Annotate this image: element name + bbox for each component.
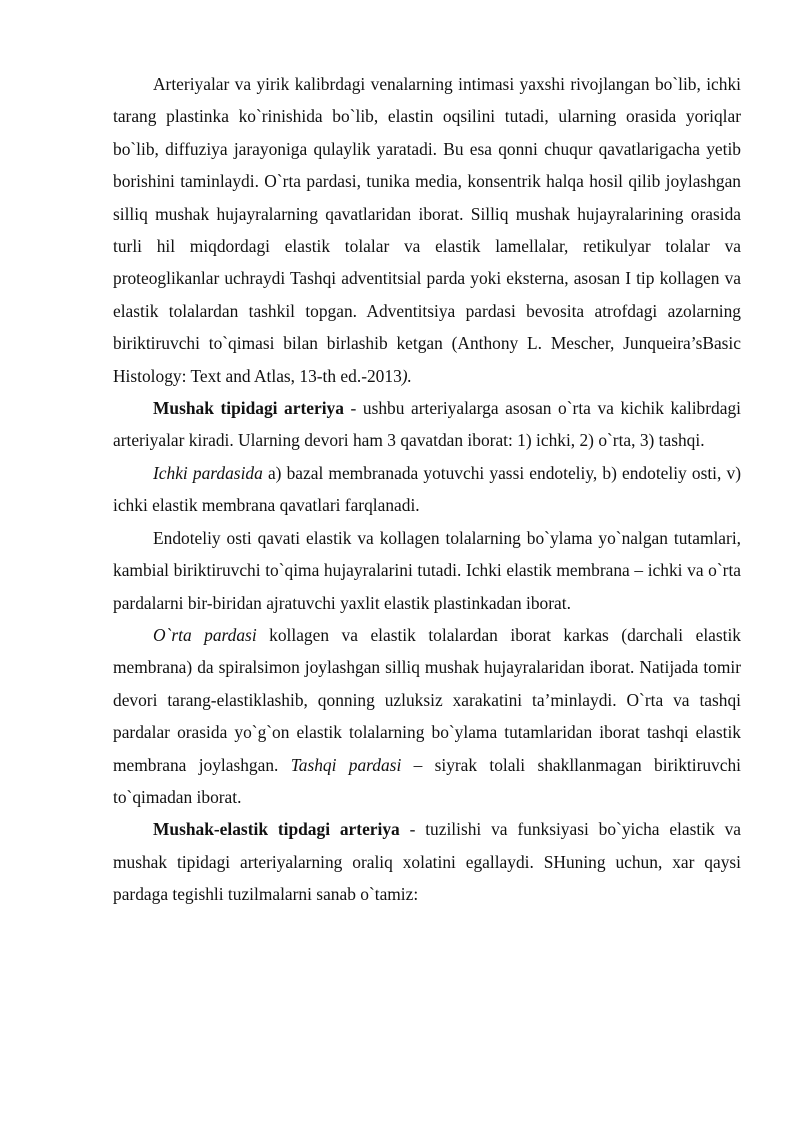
paragraph-middle-layer	[113, 619, 741, 813]
paragraph-subendothelial	[113, 522, 741, 619]
paragraph-text: - tuzilishi va funksiyasi bo`yicha elastik va mushak tipidagi arteriyalarning oraliq xolatini egallaydi. SHuning uchun, xar qaysi pardaga tegishli tuzilmalarni sanab o`tamiz:	[113, 819, 741, 905]
document-page	[113, 68, 741, 911]
paragraph-muscular-artery	[113, 392, 741, 457]
term-muscular-elastic-artery: Mushak-elastik tipdagi arteriya	[153, 819, 400, 840]
paragraph-text: - ushbu arteriyalarga asosan o`rta va kichik kalibrdagi arteriyalar kiradi. Ularning devori ham 3 qavatdan iborat: 1) ichki, 2) o`rta, 3) tashqi.	[113, 398, 741, 451]
paragraph-text: kollagen va elastik tolalardan iborat karkas (darchali elastik membrana) da spiralsimon joylashgan silliq mushak hujayralaridan iborat. Natijada tomir devori tarang-elastiklashib, qonning uzluksiz xarakatini ta’minlaydi. O`rta va tashqi pardalar orasida yo`g`on elastik tolalarning bo`ylama tutamlaridan iborat tashqi elastik membrana joylashgan.	[113, 624, 741, 775]
paragraph-text: Endoteliy osti qavati elastik va kollagen tolalarning bo`ylama yo`nalgan tutamlari, kambial biriktiruvchi to`qima hujayralarini tutadi. Ichki elastik membrana – ichki va o`rta pardalarni bir-biridan ajratuvchi yaxlit elastik plastinkadan iborat.	[113, 527, 741, 613]
term-inner-layer: Ichki pardasida	[153, 462, 263, 483]
paragraph-muscular-elastic-artery	[113, 813, 741, 910]
paragraph-inner-layer	[113, 457, 741, 522]
citation-closing: ).	[401, 365, 412, 386]
paragraph-text: a) bazal membranada yotuvchi yassi endoteliy, b) endoteliy osti, v) ichki elastik membrana qavatlari farqlanadi.	[113, 462, 741, 516]
paragraph-intima	[113, 68, 741, 392]
term-muscular-artery: Mushak tipidagi arteriya	[153, 398, 344, 419]
paragraph-text: – siyrak tolali shakllanmagan biriktiruvchi to`qimadan iborat.	[113, 754, 741, 807]
term-middle-layer: O`rta pardasi	[153, 624, 257, 645]
term-outer-layer: Tashqi pardasi	[290, 754, 402, 775]
paragraph-text: Arteriyalar va yirik kalibrdagi venalarning intimasi yaxshi rivojlangan bo`lib, ichki tarang plastinka ko`rinishida bo`lib, elastin oqsilini tutadi, ularning orasida yoriqlar bo`lib, diffuziya jarayoniga qulaylik yaratadi. Bu esa qonni chuqur qavatlarigacha yetib borishini taminlaydi. O`rta pardasi, tunika media, konsentrik halqa hosil qilib joylashgan silliq mushak hujayralarning qavatlaridan iborat. Silliq mushak hujayralarining orasida turli hil miqdordagi elastik tolalar va elastik lamellalar, retikulyar tolalar va proteoglikanlar uchraydi Tashqi adventitsial parda yoki eksterna, asosan I tip kollagen va elastik tolalardan tashkil topgan. Adventitsiya pardasi bevosita atrofdagi azolarning biriktiruvchi to`qimasi bilan birlashib ketgan (Anthony L. Mescher, Junqueira’sBasic Histology: Text and Atlas, 13-th ed.-2013	[113, 74, 741, 386]
